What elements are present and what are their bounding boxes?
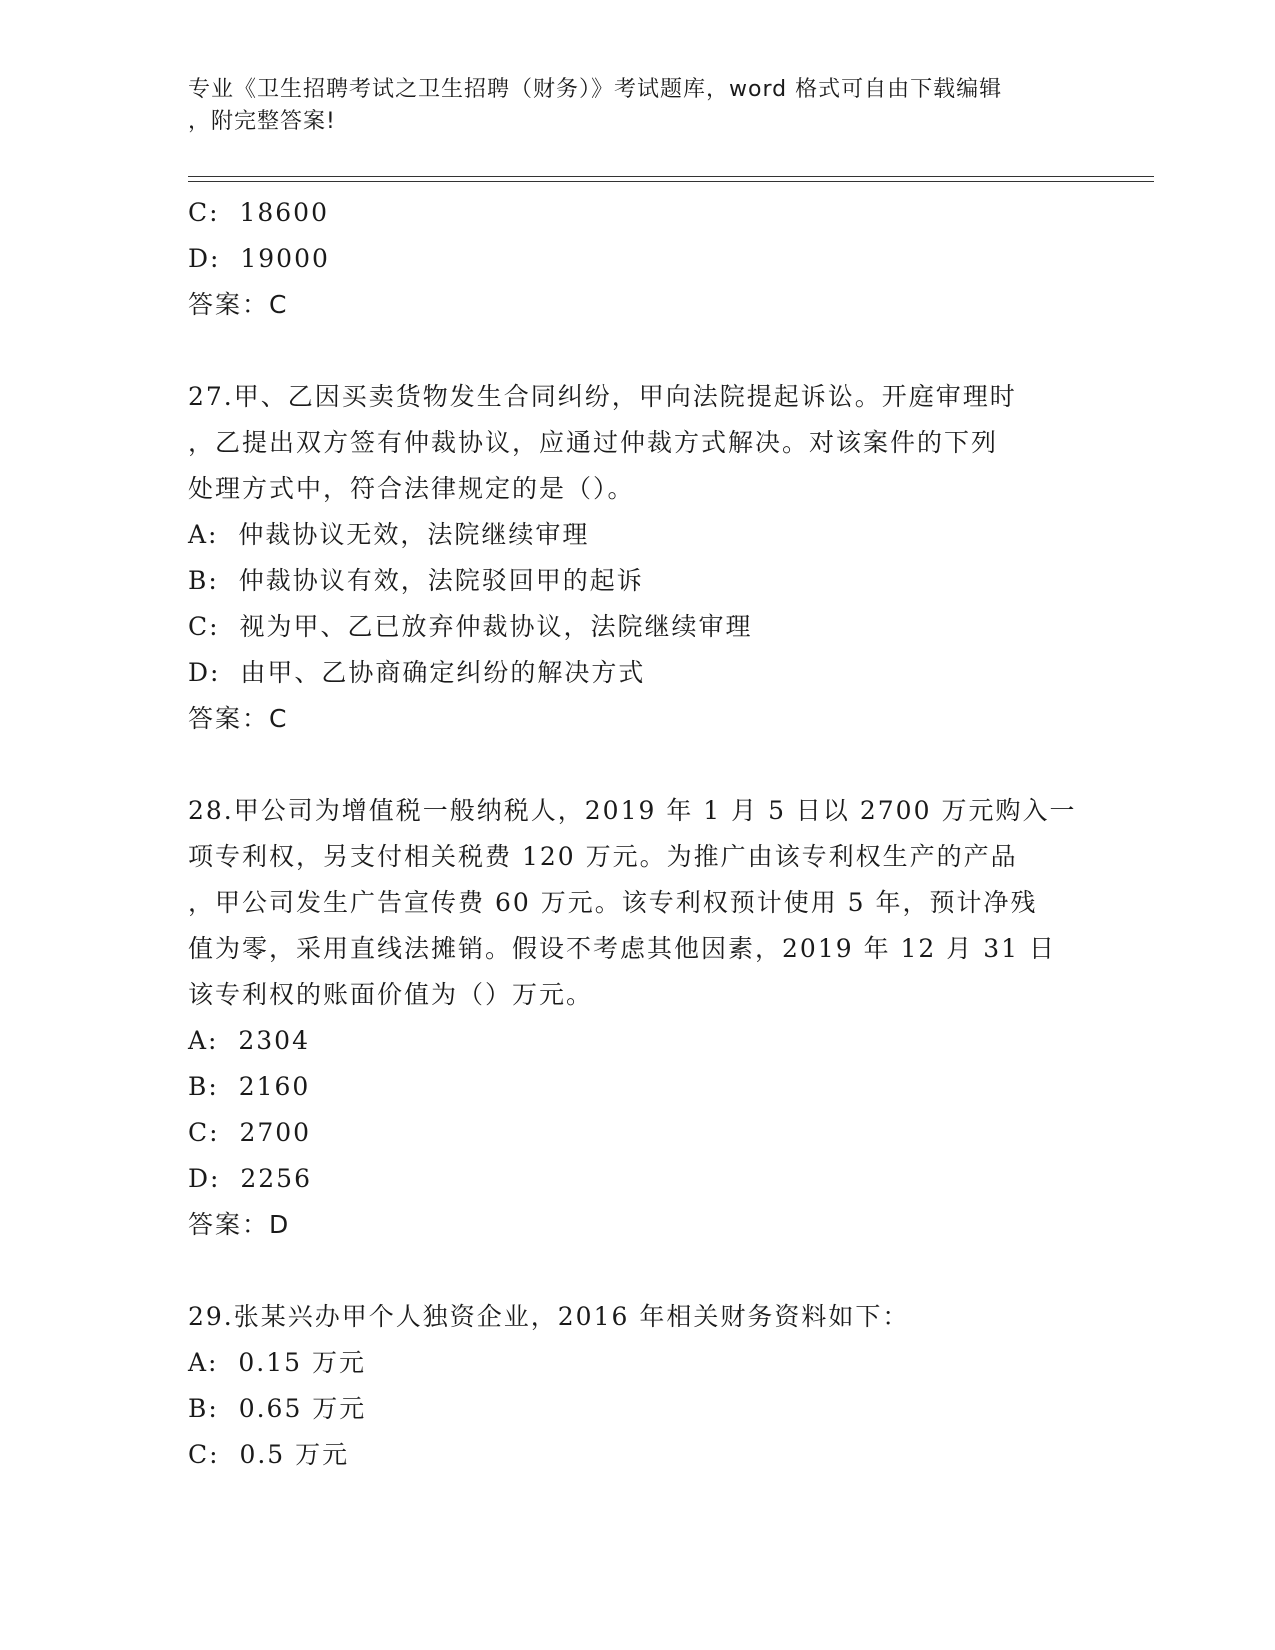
option-b: B: 仲裁协议有效，法院驳回甲的起诉 [188,566,644,595]
document-header [188,74,1088,138]
header-divider-top [188,176,1154,177]
option-c: C: 0.5 万元 [188,1440,350,1469]
question-stem-line: 处理方式中，符合法律规定的是（）。 [188,474,635,503]
question-26-tail [188,190,1088,328]
header-line-2: ，附完整答案! [188,109,336,134]
option-b: B: 0.65 万元 [188,1394,367,1423]
answer: 答案：C [188,290,289,319]
spacer [188,742,1088,788]
option-c: C: 2700 [188,1118,312,1147]
answer: 答案：C [188,704,289,733]
question-stem-line: ，甲公司发生广告宣传费 60 万元。该专利权预计使用 5 年，预计净残 [188,888,1038,917]
question-stem-line: ，乙提出双方签有仲裁协议，应通过仲裁方式解决。对该案件的下列 [188,428,999,457]
question-27 [188,374,1088,742]
question-28 [188,788,1088,1248]
spacer [188,1248,1088,1294]
option-d: D: 由甲、乙协商确定纠纷的解决方式 [188,658,646,687]
question-stem-line: 项专利权，另支付相关税费 120 万元。为推广由该专利权生产的产品 [188,842,1018,871]
question-stem-line: 27.甲、乙因买卖货物发生合同纠纷，甲向法院提起诉讼。开庭审理时 [188,382,1017,411]
question-29 [188,1294,1088,1478]
option-c: C: 视为甲、乙已放弃仲裁协议，法院继续审理 [188,612,753,641]
question-stem-line: 该专利权的账面价值为（）万元。 [188,980,594,1009]
question-list [188,190,1088,1478]
header-divider-bottom [188,181,1154,182]
question-stem-line: 28.甲公司为增值税一般纳税人，2019 年 1 月 5 日以 2700 万元购入一 [188,796,1077,825]
option-b: B: 2160 [188,1072,311,1101]
option-a: A: 0.15 万元 [188,1348,366,1377]
question-stem-line: 29.张某兴办甲个人独资企业，2016 年相关财务资料如下： [188,1302,910,1331]
answer: 答案：D [188,1210,291,1239]
spacer [188,328,1088,374]
option-c: C: 18600 [188,198,329,227]
header-line-1: 专业《卫生招聘考试之卫生招聘（财务）》考试题库，word 格式可自由下载编辑 [188,77,1003,102]
option-d: D: 2256 [188,1164,312,1193]
option-a: A: 2304 [188,1026,310,1055]
question-stem-line: 值为零，采用直线法摊销。假设不考虑其他因素，2019 年 12 月 31 日 [188,934,1056,963]
option-d: D: 19000 [188,244,330,273]
option-a: A: 仲裁协议无效，法院继续审理 [188,520,590,549]
